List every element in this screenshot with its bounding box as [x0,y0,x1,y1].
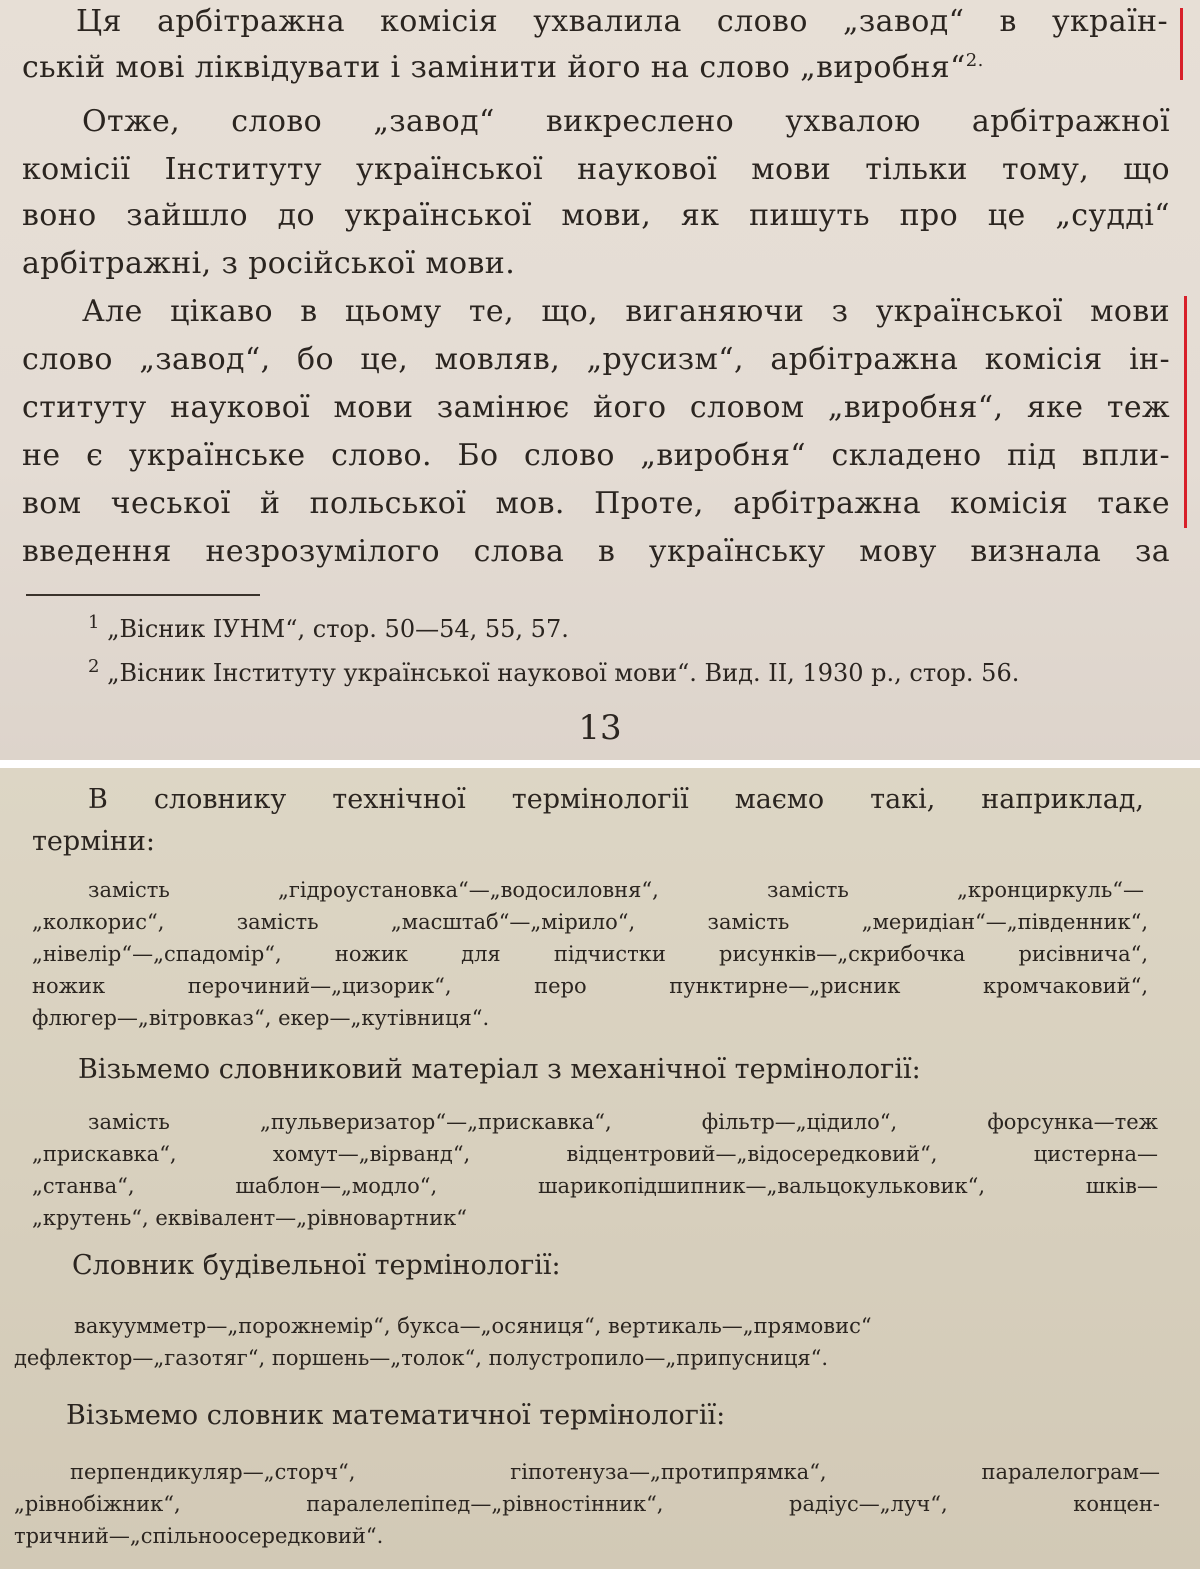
text-line: арбітражні, з російської мови. [22,246,516,281]
text-line: терміни: [32,826,155,857]
footnote-rule [26,594,260,596]
term-line: ножик перочиний—„цизорик“, перо пунктирне—„рисник кромчаковий“, [32,974,1148,998]
term-line: „крутень“, еквівалент—„рівновартник“ [32,1206,467,1230]
footnote [88,656,1019,687]
footnote-text: „Вісник Інституту української наукової мови“. Вид. II, 1930 р., стор. 56. [107,659,1020,687]
text-line: Ця арбітражна комісія ухвалила слово „завод“ в україн- [76,4,1168,39]
text-line: вом чеської й польської мов. Проте, арбітражна комісія таке [22,486,1170,521]
book-page-continuation [0,768,1200,1569]
term-line: „станва“, шаблон—„модло“, шарикопідшипник—„вальцокульковик“, шків— [32,1174,1158,1198]
section-heading: Візьмемо словниковий матеріал з механічної термінології: [78,1054,921,1085]
text-line [22,50,1172,85]
term-line: тричний—„спільноосередковий“. [14,1524,384,1548]
footnote-mark: 2 [88,656,100,677]
term-line: замість „пульверизатор“—„прискавка“, фільтр—„цідило“, форсунка—теж [88,1110,1158,1134]
footnote-ref: 2. [965,50,984,71]
term-line: замість „гідроустановка“—„водосиловня“, замість „кронциркуль“— [88,878,1144,902]
book-page-13 [0,0,1200,760]
text-line-body: ській мові ліквідувати і замінити його на слово „виробня“ [22,50,966,85]
term-line: дефлектор—„газотяг“, поршень—„толок“, полустропило—„припусниця“. [14,1346,829,1370]
term-line: „колкорис“, замість „масштаб“—„мірило“, замість „меридіан“—„південник“, [32,910,1148,934]
term-line: флюгер—„вітровказ“, екер—„кутівниця“. [32,1006,490,1030]
text-line: В словнику технічної термінології маємо такі, наприклад, [88,784,1144,815]
text-line: Але цікаво в цьому те, що, виганяючи з української мови [82,294,1170,329]
footnote-text: „Вісник ІУНМ“, стор. 50—54, 55, 57. [107,615,569,643]
term-line: „прискавка“, хомут—„вірванд“, відцентровий—„відосередковий“, цистерна— [32,1142,1158,1166]
margin-mark [1180,8,1183,80]
text-line: комісії Інституту української наукової мови тільки тому, що [22,152,1170,187]
text-line: Отже, слово „завод“ викреслено ухвалою арбітражної [82,104,1170,139]
term-line: перпендикуляр—„сторч“, гіпотенуза—„протипрямка“, паралелограм— [70,1460,1160,1484]
term-line: „нівелір“—„спадомір“, ножик для підчистки рисунків—„скрибочка рисівнича“, [32,942,1148,966]
text-line: не є українське слово. Бо слово „виробня“ складено під впли- [22,438,1170,473]
section-heading: Словник будівельної термінології: [72,1250,561,1281]
page-number: 13 [578,708,622,748]
footnote [88,612,569,643]
margin-mark [1184,296,1187,528]
footnote-mark: 1 [88,612,100,633]
text-line: ституту наукової мови замінює його словом „виробня“, яке теж [22,390,1170,425]
text-line: воно зайшло до української мови, як пишуть про це „судді“ [22,198,1170,233]
text-line: слово „завод“, бо це, мовляв, „русизм“, арбітражна комісія ін- [22,342,1170,377]
term-line: вакуумметр—„порожнемір“, букса—„осяниця“, вертикаль—„прямовис“ [74,1314,872,1338]
text-line: введення незрозумілого слова в українську мову визнала за [22,534,1170,569]
term-line: „рівнобіжник“, паралелепіпед—„рівностінник“, радіус—„луч“, концен- [14,1492,1160,1516]
section-heading: Візьмемо словник математичної термінології: [66,1400,726,1431]
